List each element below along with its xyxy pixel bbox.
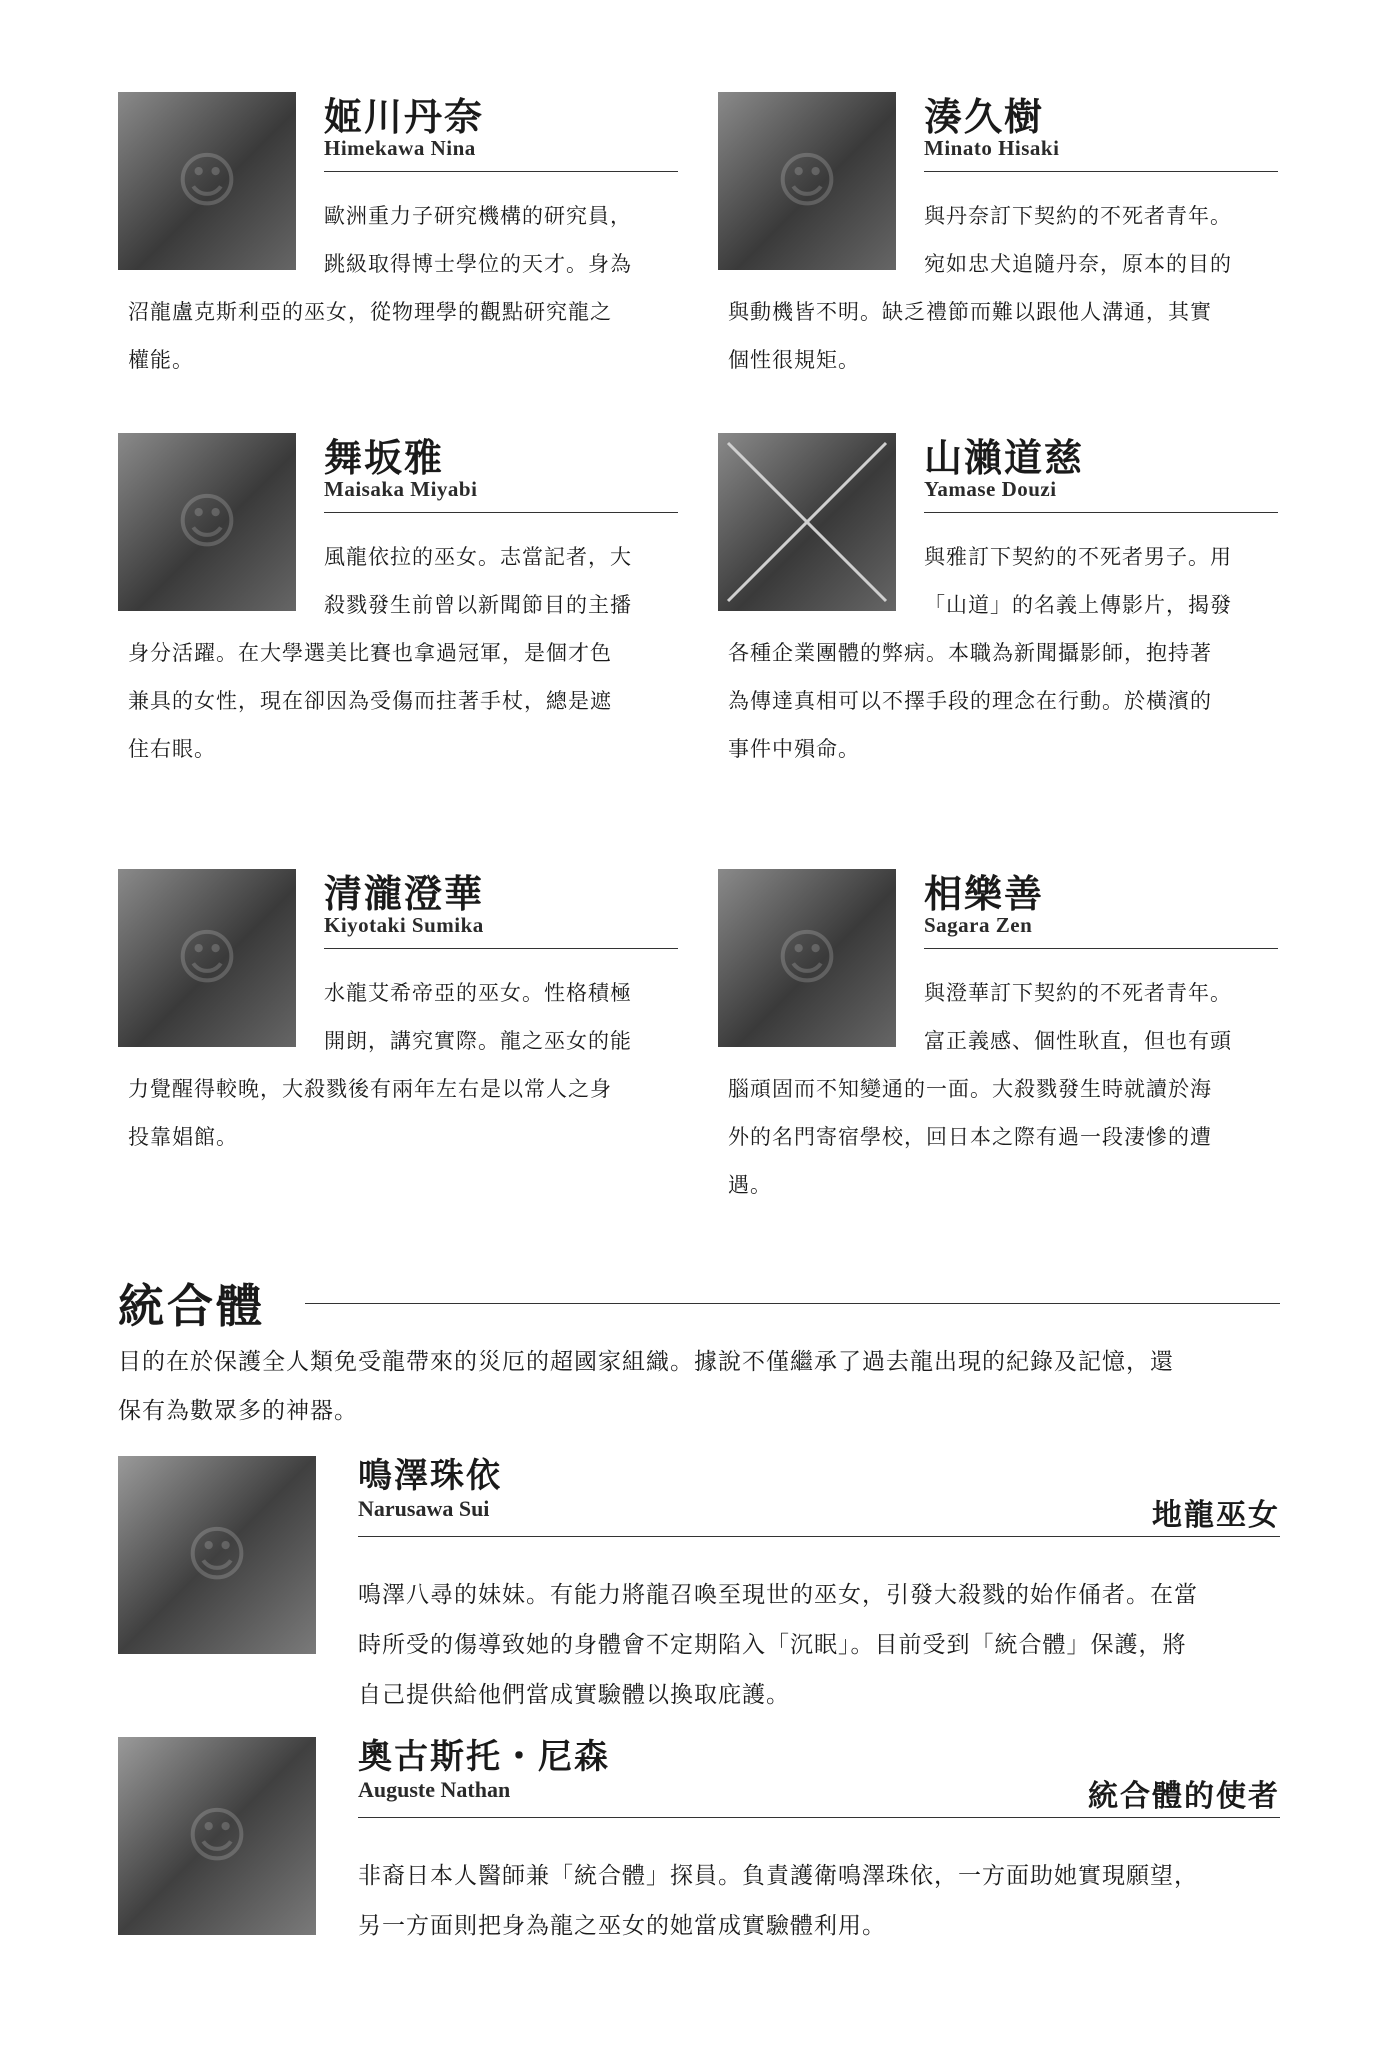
member-desc-line: 自己提供給他們當成實驗體以換取庇護。 <box>358 1682 790 1708</box>
member-role: 統合體的使者 <box>1088 1779 1280 1814</box>
character-desc-line: 投靠娼館。 <box>128 1125 238 1149</box>
member-desc-line: 時所受的傷導致她的身體會不定期陷入「沉眠」。目前受到「統合體」保護，將 <box>358 1632 1187 1658</box>
member-romaji: Narusawa Sui <box>358 1496 490 1521</box>
divider <box>924 948 1278 949</box>
character-desc-line: 兼具的女性，現在卻因為受傷而拄著手杖，總是遮 <box>128 689 612 713</box>
character-desc-line: 宛如忠犬追隨丹奈，原本的目的 <box>924 252 1232 276</box>
divider <box>358 1536 1280 1537</box>
character-desc-line: 事件中殞命。 <box>728 737 860 761</box>
character-desc-line: 與雅訂下契約的不死者男子。用 <box>924 545 1232 569</box>
section-desc-line: 保有為數眾多的神器。 <box>118 1398 358 1424</box>
portrait-icon: ☺ <box>775 923 839 993</box>
character-name: 相樂善 <box>924 872 1045 916</box>
character-desc-line: 富正義感、個性耿直，但也有頭 <box>924 1029 1232 1053</box>
section-divider <box>305 1303 1280 1304</box>
divider <box>924 512 1278 513</box>
character-desc-line: 為傳達真相可以不擇手段的理念在行動。於橫濱的 <box>728 689 1212 713</box>
character-name: 姬川丹奈 <box>324 95 485 139</box>
character-desc-line: 身分活躍。在大學選美比賽也拿過冠軍，是個才色 <box>128 641 612 665</box>
portrait-icon: ☺ <box>185 1801 249 1871</box>
character-desc-line: 力覺醒得較晚，大殺戮後有兩年左右是以常人之身 <box>128 1077 612 1101</box>
section-desc-line: 目的在於保護全人類免受龍帶來的災厄的超國家組織。據說不僅繼承了過去龍出現的紀錄及記憶，還 <box>118 1349 1174 1375</box>
portrait-icon: ☺ <box>775 146 839 216</box>
character-desc-line: 個性很規矩。 <box>728 348 860 372</box>
character-desc-line: 沼龍盧克斯利亞的巫女，從物理學的觀點研究龍之 <box>128 300 612 324</box>
character-name: 清瀧澄華 <box>324 872 485 916</box>
character-portrait <box>718 92 896 270</box>
character-desc-line: 與丹奈訂下契約的不死者青年。 <box>924 204 1232 228</box>
character-desc-line: 開朗，講究實際。龍之巫女的能 <box>324 1029 632 1053</box>
section-title: 統合體 <box>118 1279 265 1333</box>
character-desc-line: 住右眼。 <box>128 737 216 761</box>
character-desc-line: 外的名門寄宿學校，回日本之際有過一段淒慘的遭 <box>728 1125 1212 1149</box>
character-desc-line: 水龍艾希帝亞的巫女。性格積極 <box>324 981 632 1005</box>
character-romaji: Kiyotaki Sumika <box>324 913 484 937</box>
member-name: 鳴澤珠依 <box>358 1456 502 1496</box>
character-romaji: Sagara Zen <box>924 913 1033 937</box>
member-card-narusawa-sui <box>118 1456 1280 1708</box>
character-portrait <box>118 869 296 1047</box>
character-romaji: Himekawa Nina <box>324 136 476 160</box>
character-desc-line: 「山道」的名義上傳影片，揭發 <box>924 593 1232 617</box>
divider <box>324 948 678 949</box>
character-romaji: Maisaka Miyabi <box>324 477 478 501</box>
deceased-cross-icon <box>718 433 896 611</box>
member-card-auguste-nathan <box>118 1737 1280 1937</box>
character-romaji: Minato Hisaki <box>924 136 1060 160</box>
member-name: 奧古斯托・尼森 <box>358 1737 610 1777</box>
character-name: 舞坂雅 <box>324 436 445 480</box>
character-desc-line: 各種企業團體的弊病。本職為新聞攝影師，抱持著 <box>728 641 1212 665</box>
portrait-icon: ☺ <box>175 487 239 557</box>
character-desc-line: 殺戮發生前曾以新聞節目的主播 <box>324 593 632 617</box>
character-desc-line: 權能。 <box>128 348 194 372</box>
member-desc-line: 另一方面則把身為龍之巫女的她當成實驗體利用。 <box>358 1913 886 1939</box>
character-portrait <box>118 433 296 611</box>
member-portrait <box>118 1737 316 1935</box>
divider <box>324 512 678 513</box>
character-desc-line: 腦頑固而不知變通的一面。大殺戮發生時就讀於海 <box>728 1077 1212 1101</box>
character-desc-line: 風龍依拉的巫女。志當記者，大 <box>324 545 632 569</box>
character-portrait <box>718 433 896 611</box>
portrait-icon: ☺ <box>175 923 239 993</box>
character-desc-line: 與澄華訂下契約的不死者青年。 <box>924 981 1232 1005</box>
member-portrait <box>118 1456 316 1654</box>
divider <box>924 171 1278 172</box>
portrait-icon: ☺ <box>175 146 239 216</box>
character-name: 湊久樹 <box>924 95 1045 139</box>
character-name: 山瀨道慈 <box>924 436 1085 480</box>
member-role: 地龍巫女 <box>1152 1498 1280 1533</box>
member-desc-line: 非裔日本人醫師兼「統合體」探員。負責護衛鳴澤珠依，一方面助她實現願望， <box>358 1863 1198 1889</box>
character-portrait <box>718 869 896 1047</box>
portrait-icon: ☺ <box>185 1520 249 1590</box>
member-desc-line: 鳴澤八尋的妹妹。有能力將龍召喚至現世的巫女，引發大殺戮的始作俑者。在當 <box>358 1582 1198 1608</box>
character-desc-line: 跳級取得博士學位的天才。身為 <box>324 252 632 276</box>
character-desc-line: 遇。 <box>728 1173 772 1197</box>
character-desc-line: 與動機皆不明。缺乏禮節而難以跟他人溝通，其實 <box>728 300 1212 324</box>
character-romaji: Yamase Douzi <box>924 477 1057 501</box>
divider <box>324 171 678 172</box>
character-desc-line: 歐洲重力子研究機構的研究員， <box>324 204 632 228</box>
member-romaji: Auguste Nathan <box>358 1777 511 1802</box>
divider <box>358 1817 1280 1818</box>
character-portrait <box>118 92 296 270</box>
